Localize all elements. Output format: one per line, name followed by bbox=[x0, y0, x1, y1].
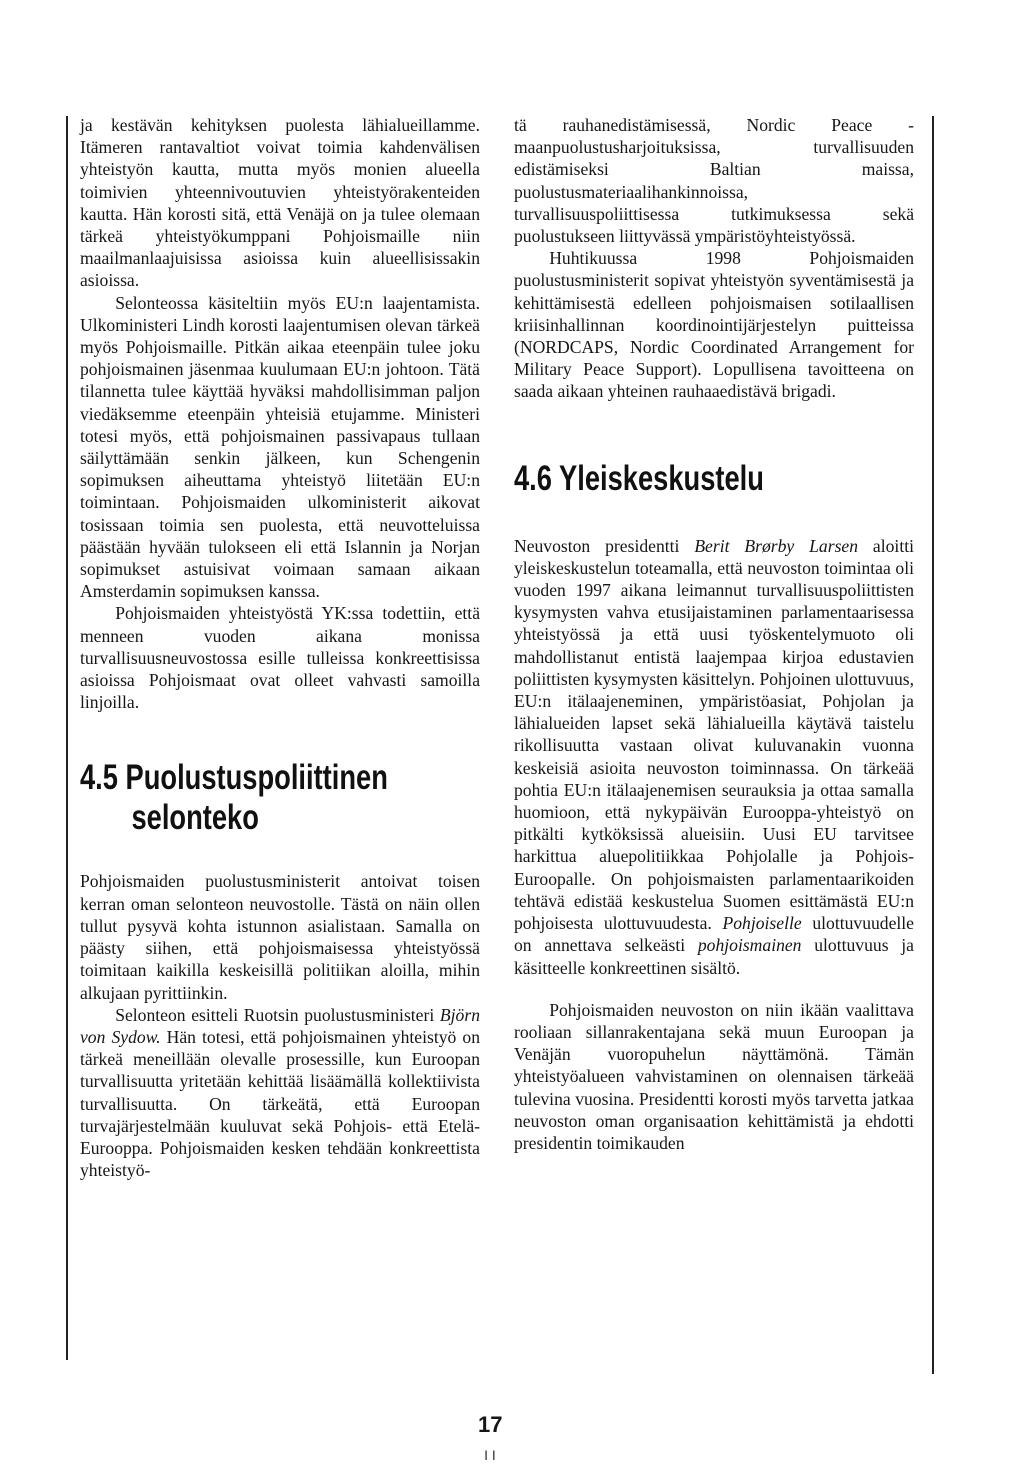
paragraph: Pohjoismaiden puolustusministerit antoivat toisen kerran oman selonteon neuvostolle. Tästä on näin ollen tullut pysyvä kohta istunnon asialistaan. Samalla on päästy siihen, että pohjoismaisessa yhteistyössä toimitaan kaikilla keskeisillä politiikan aloilla, mihin alkujaan pyrittiinkin. bbox=[80, 871, 480, 1003]
paragraph: ja kestävän kehityksen puolesta lähialueillamme. Itämeren rantavaltiot voivat toimia kahdenvälisen yhteistyön kautta, mutta myös monien alueella toimivien yhteennivoutuvien yhteistyörakenteiden kautta. Hän korosti sitä, että Venäjä on ja tulee olemaan tärkeä yhteistyökumppani Pohjoismaille niin maailmanlaajuisissa asioissa kuin alueellisissakin asioissa. bbox=[80, 115, 480, 291]
section-heading-4-5 bbox=[80, 758, 447, 838]
section-heading-4-6: 4.6 Yleiskeskustelu bbox=[514, 458, 764, 498]
paragraph: tä rauhanedistämisessä, Nordic Peace - maanpuolustusharjoituksissa, turvallisuuden edistämiseksi Baltian maissa, puolustusmateriaalihankinnoissa, turvallisuuspoliittisessa tutkimuksessa sekä puolustukseen liittyvässä ympäristöyhteistyössä. bbox=[514, 115, 914, 247]
heading-line: 4.5 Puolustuspoliittinen bbox=[80, 758, 388, 798]
text-run: ulottuvuus ja käsitteelle konkreettinen sisältö. bbox=[514, 935, 914, 978]
person-name: Björn von Sydow. bbox=[80, 1004, 480, 1047]
page-number: 17 bbox=[478, 1412, 503, 1437]
text-run: Selonteon esitteli Ruotsin puolustusministeri bbox=[115, 1004, 440, 1025]
paragraph: Huhtikuussa 1998 Pohjoismaiden puolustusministerit sopivat yhteistyön syventämisestä ja kehittämisestä edelleen pohjoismaisen sotilaallisen kriisinhallinnan koordinointijärjestelyn puitteissa (NORDCAPS, Nordic Coordinated Arrangement for Military Peace Support). Lopullisena tavoitteena on saada aikaan yhteinen rauhaaedistävä brigadi. bbox=[514, 248, 914, 402]
heading-line: selonteko bbox=[131, 798, 259, 838]
emphasis: Pohjoiselle bbox=[722, 913, 802, 934]
text-run: aloitti yleiskeskustelun toteamalla, että neuvoston toimintaa oli vuoden 1997 aikana leimannut turvallisuuspoliittisten kysymysten vahva etusijaistaminen parlamentaarisessa yhteistyössä ja että uusi työskentelymuoto oli mahdollistanut entistä laajempaa kirjoa edustavien poliittisten kysymysten käsittelyn. Pohjoinen ulottuvuus, EU:n itälaajeneminen, ympäristöasiat, Pohjolan ja lähialueiden lapset sekä lähialueilla käytävä taistelu rikollisuutta vastaan olivat kuluvanakin vuonna keskeisiä asioita neuvoston toiminnassa. On tärkeää pohtia EU:n itälaajenemisen seurauksia ja ottaa samalla huomioon, että nykypäivän Eurooppa-yhteistyö on pitkälti kytköksissä alueisiin. Uusi EU tarvitsee harkittua aluepolitiikkaa Pohjolalle ja Pohjois-Euroopalle. On pohjoismaisten parlamentaarikoiden tehtävä edistää keskustelua Suomen esittämästä EU:n pohjoisesta ulottuvuudesta. bbox=[514, 535, 914, 934]
paragraph: Selonteossa käsiteltiin myös EU:n laajentamista. Ulkoministeri Lindh korosti laajentumisen olevan tärkeä myös Pohjoismaille. Pitkän aikaa eteenpäin tulee joku pohjoismainen jäsenmaa kuulumaan EU:n johtoon. Tätä tilannetta tulee käyttää hyväksi mahdollisimman paljon viedäksemme eteenpäin yhteisiä etujamme. Ministeri totesi myös, että pohjoismainen passivapaus tullaan säilyttämään senkin jälkeen, kun Schengenin sopimuksen aiheuttama yhteistyö liitetään EU:n toimintaan. Pohjoismaiden ulkoministerit aikovat tosissaan toimia sen puolesta, että neuvotteluissa päästään hyvään tulokseen eli että Islannin ja Norjan sopimukset astuisivat voimaan samaan aikaan Amsterdamin sopimuksen kanssa. bbox=[80, 292, 480, 602]
paragraph: Pohjoismaiden yhteistyöstä YK:ssa todettiin, että menneen vuoden aikana monissa turvallisuusneuvostossa esille tulleissa konkreettisissa asioissa Pohjoismaat ovat olleet vahvasti samoilla linjoilla. bbox=[80, 603, 480, 713]
text-run: Neuvoston presidentti bbox=[514, 535, 695, 556]
footer-mark: I I bbox=[484, 1447, 496, 1463]
paragraph bbox=[80, 1004, 480, 1182]
paragraph bbox=[514, 535, 914, 979]
right-margin-rule bbox=[932, 116, 934, 1374]
left-margin-rule bbox=[66, 116, 68, 1360]
left-column bbox=[80, 114, 480, 1181]
emphasis: pohjoismainen bbox=[697, 935, 802, 956]
person-name: Berit Brørby Larsen bbox=[694, 535, 859, 556]
text-run: ulottuvuudelle on annettava selkeästi bbox=[514, 913, 914, 956]
paragraph: Pohjoismaiden neuvoston on niin ikään vaalittava rooliaan sillanrakentajana sekä muun Euroopan ja Venäjän vuoropuhelun näyttämönä. Tämän yhteistyöalueen vahvistaminen on olennaisen tärkeää tulevina vuosina. Presidentti korosti myös tarvetta jatkaa neuvoston oman organisaation kehittämistä ja ehdotti presidentin toimikauden bbox=[514, 999, 914, 1153]
text-run: Hän totesi, että pohjoismainen yhteistyö on tärkeä meneillään olevalle prosessille, kun Euroopan turvallisuutta yritetään kehittää lisäämällä kollektiivista turvallisuutta. On tärkeätä, että Euroopan turvajärjestelmään kuuluvat sekä Pohjois- että Etelä-Eurooppa. Pohjoismaiden kesken tehdään konkreettista yhteistyö- bbox=[80, 1026, 481, 1181]
right-column bbox=[514, 114, 914, 1154]
